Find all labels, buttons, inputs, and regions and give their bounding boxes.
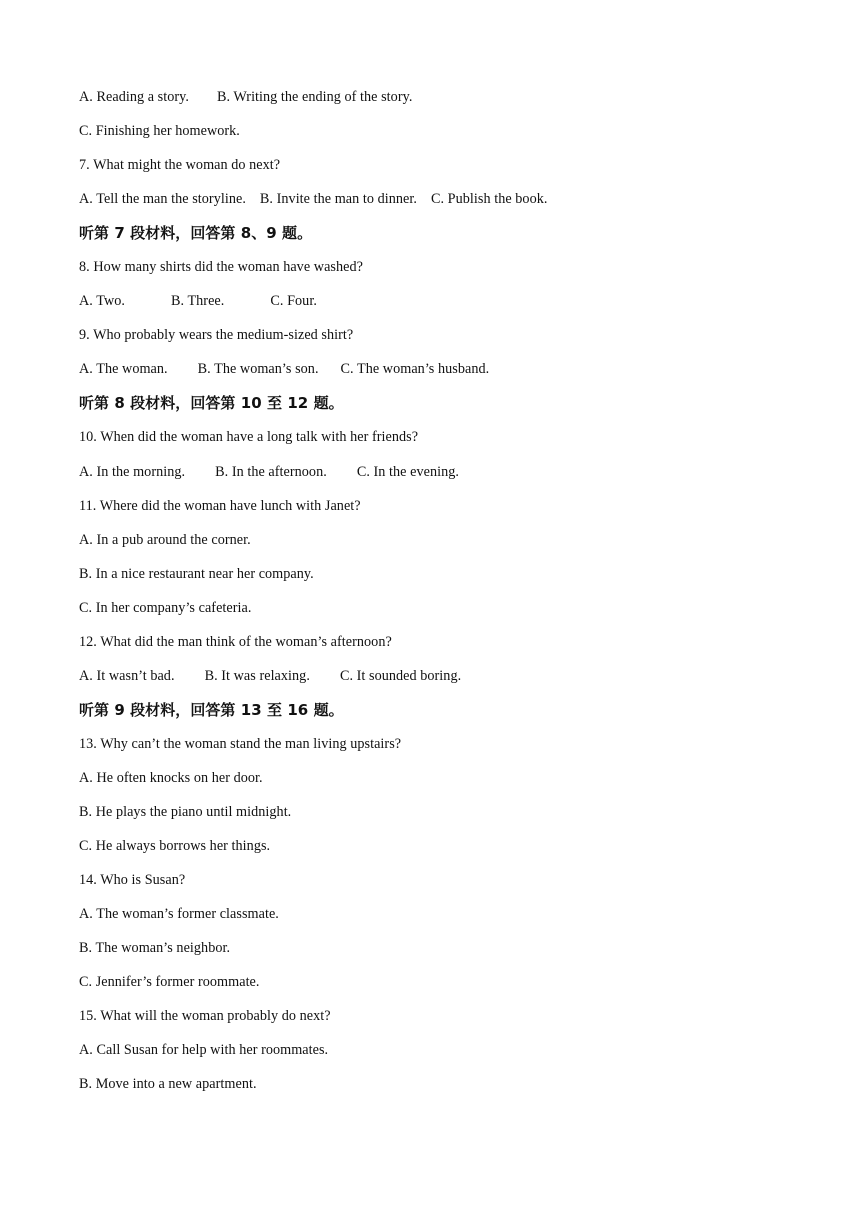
answer-option: B. In the afternoon. — [215, 463, 327, 480]
answer-option: A. The woman. — [79, 361, 168, 378]
answer-option: C. In her company’s cafeteria. — [79, 599, 252, 616]
answer-option: B. He plays the piano until midnight. — [79, 803, 292, 820]
question-text: 15. What will the woman probably do next? — [79, 1008, 331, 1025]
answer-option: B. Move into a new apartment. — [79, 1076, 257, 1093]
answer-option: C. Four. — [270, 293, 317, 310]
answer-option: C. He always borrows her things. — [79, 838, 271, 855]
answer-option: B. In a nice restaurant near her company. — [79, 565, 314, 582]
question-text: 11. Where did the woman have lunch with Janet? — [79, 497, 361, 514]
answer-option: B. Writing the ending of the story. — [216, 89, 413, 105]
answer-options-row — [79, 358, 839, 392]
answer-option: B. The woman’s neighbor. — [79, 940, 231, 957]
answer-options-row — [79, 290, 839, 324]
answer-options-row — [79, 86, 839, 120]
answer-option: A. Reading a story. — [79, 89, 189, 105]
answer-option: A. It wasn’t bad. — [79, 667, 175, 684]
question-text: 14. Who is Susan? — [79, 872, 186, 889]
section-heading: 听第 9 段材料，回答第 13 至 16 题。 — [79, 700, 344, 719]
answer-options-row — [79, 188, 839, 222]
answer-option: C. Publish the book. — [430, 191, 548, 208]
answer-option: A. Call Susan for help with her roommates. — [79, 1042, 329, 1059]
question-text: 12. What did the man think of the woman’s afternoon? — [79, 633, 392, 650]
answer-option: C. It sounded boring. — [339, 667, 462, 684]
question-text: 10. When did the woman have a long talk with her friends? — [79, 429, 419, 446]
answer-option: C. In the evening. — [356, 463, 459, 480]
section-heading: 听第 8 段材料，回答第 10 至 12 题。 — [79, 394, 344, 413]
question-text: 13. Why can’t the woman stand the man living upstairs? — [79, 735, 402, 752]
answer-option: A. Two. — [79, 293, 125, 310]
answer-option: A. Tell the man the storyline. — [79, 191, 246, 208]
answer-option: A. In a pub around the corner. — [79, 531, 251, 548]
question-text: 8. How many shirts did the woman have washed? — [79, 259, 363, 276]
answer-options-row — [79, 665, 839, 699]
section-heading: 听第 7 段材料，回答第 8、9 题。 — [79, 224, 313, 243]
answer-option: C. The woman’s husband. — [340, 361, 490, 378]
exam-page — [79, 86, 839, 1107]
answer-option: A. The woman’s former classmate. — [79, 906, 279, 923]
answer-option: B. Three. — [171, 293, 225, 310]
question-text: 7. What might the woman do next? — [79, 157, 281, 174]
answer-option: A. In the morning. — [79, 463, 186, 480]
question-text: 9. Who probably wears the medium-sized shirt? — [79, 327, 354, 344]
answer-option: B. It was relaxing. — [204, 667, 310, 684]
answer-option: B. The woman’s son. — [197, 361, 319, 378]
answer-option: C. Finishing her homework. — [79, 123, 240, 140]
answer-options-row — [79, 461, 839, 495]
answer-option: B. Invite the man to dinner. — [259, 191, 417, 208]
answer-option: C. Jennifer’s former roommate. — [79, 974, 260, 991]
answer-option: A. He often knocks on her door. — [79, 769, 263, 786]
